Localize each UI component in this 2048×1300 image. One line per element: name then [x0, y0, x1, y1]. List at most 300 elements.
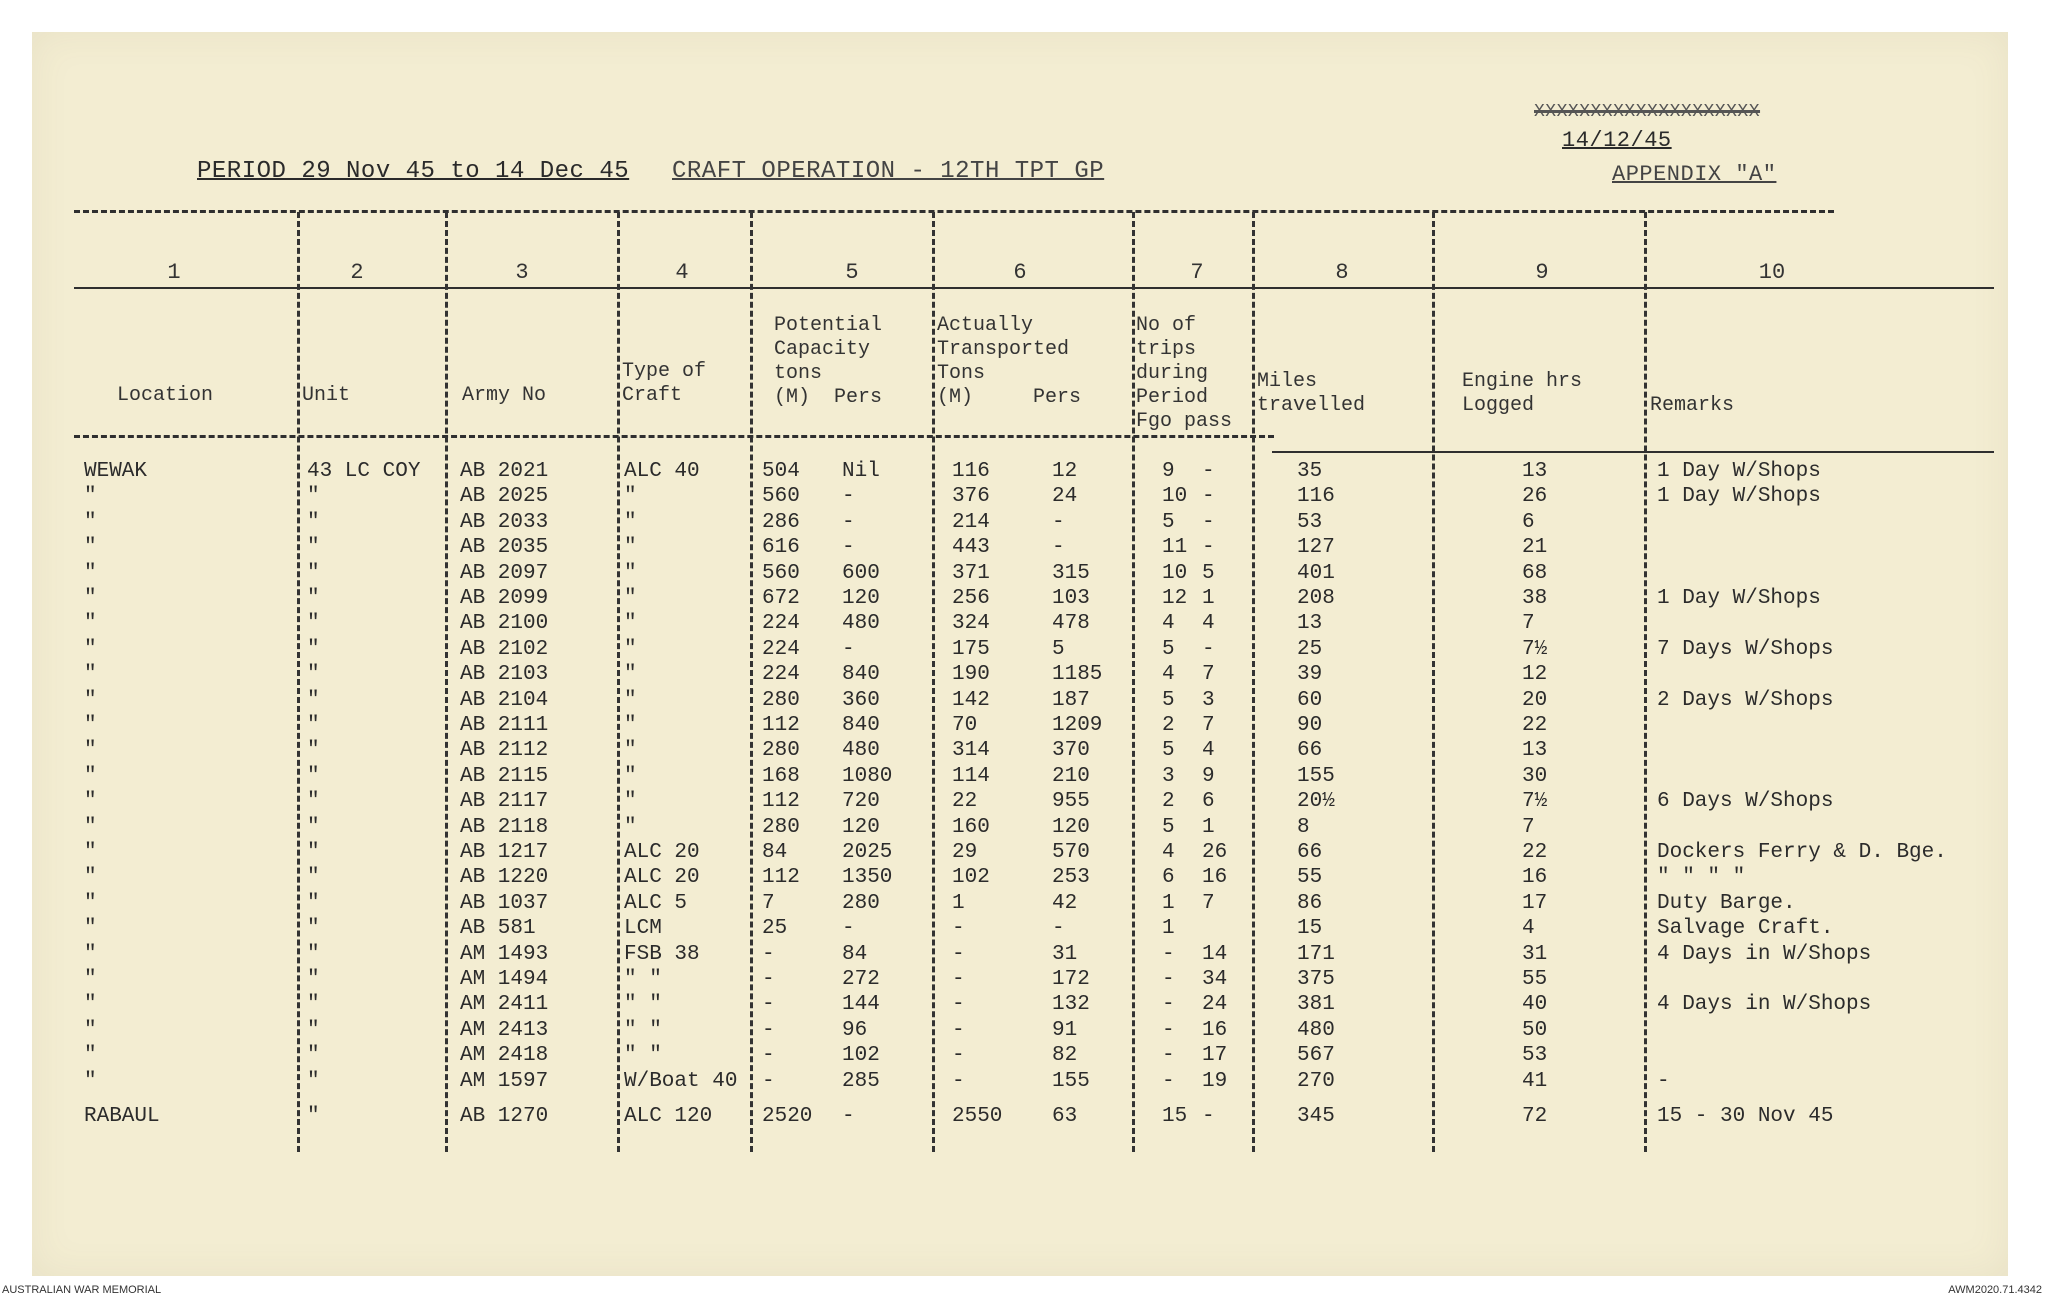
table-row	[32, 511, 2008, 537]
cell-capacity-tons: 112	[762, 714, 800, 737]
cell-remarks: 7 Days W/Shops	[1657, 637, 1834, 661]
cell-transported-tons: 256	[952, 587, 990, 610]
cell-unit: "	[307, 790, 320, 814]
cell-trips-pass: -	[1202, 485, 1215, 509]
table-row	[32, 917, 2008, 943]
cell-trips-fgo: 2	[1162, 714, 1175, 737]
cell-miles: 53	[1297, 510, 1323, 534]
cell-transported-pers: 370	[1052, 739, 1090, 763]
table-row	[32, 816, 2008, 842]
cell-transported-pers: 82	[1052, 1044, 1078, 1068]
cell-engine-hrs: 41	[1522, 1069, 1548, 1093]
cell-army-no: AM 1597	[460, 1069, 549, 1093]
table-row	[32, 1019, 2008, 1045]
table-row	[32, 612, 2008, 638]
cell-trips-fgo: 10	[1162, 561, 1188, 585]
document-page	[32, 32, 2008, 1276]
table-row	[32, 460, 2008, 486]
table-row	[32, 765, 2008, 791]
column-number-6: 6	[1013, 260, 1027, 285]
cell-army-no: AB 2100	[460, 612, 549, 636]
cell-craft-type: "	[624, 612, 637, 636]
rule-numbers	[74, 287, 1994, 289]
cell-trips-fgo: 9	[1162, 460, 1175, 483]
cell-transported-pers: -	[1052, 510, 1065, 534]
cell-craft-type: "	[624, 764, 637, 788]
cell-unit: "	[307, 917, 320, 941]
cell-trips-pass: 34	[1202, 968, 1228, 991]
cell-engine-hrs: 68	[1522, 561, 1548, 585]
cell-army-no: AB 1037	[460, 891, 549, 915]
cell-trips-pass: 1	[1202, 815, 1215, 839]
cell-transported-pers: 5	[1052, 637, 1065, 661]
cell-transported-tons: 443	[952, 536, 990, 560]
cell-capacity-tons: -	[762, 1018, 775, 1042]
cell-location: "	[84, 587, 97, 610]
cell-engine-hrs: 31	[1522, 942, 1548, 966]
cell-miles: 66	[1297, 739, 1323, 763]
cell-unit: "	[307, 510, 320, 534]
cell-miles: 375	[1297, 968, 1335, 991]
header-army-no: Army No	[462, 384, 547, 407]
cell-army-no: AB 2117	[460, 790, 549, 814]
cell-army-no: AM 2411	[460, 993, 549, 1017]
cell-army-no: AB 1220	[460, 866, 549, 890]
table-row	[32, 1070, 2008, 1096]
cell-transported-pers: 91	[1052, 1018, 1078, 1042]
cell-engine-hrs: 72	[1522, 1105, 1548, 1128]
cell-capacity-pers: 480	[842, 739, 880, 763]
cell-trips-fgo: 4	[1162, 841, 1175, 864]
cell-transported-pers: 103	[1052, 587, 1090, 610]
cell-location: "	[84, 815, 97, 839]
cell-trips-fgo: 3	[1162, 764, 1175, 788]
cell-craft-type: ALC 20	[624, 841, 700, 864]
cell-trips-fgo: -	[1162, 942, 1175, 966]
appendix-label: APPENDIX "A"	[1612, 162, 1777, 187]
cell-transported-tons: 175	[952, 637, 990, 661]
table-row	[32, 739, 2008, 765]
cell-transported-pers: 1209	[1052, 714, 1103, 737]
cell-capacity-pers: 120	[842, 815, 880, 839]
cell-trips-fgo: 5	[1162, 815, 1175, 839]
cell-remarks: -	[1657, 1069, 1670, 1093]
table-row	[32, 943, 2008, 969]
cell-engine-hrs: 40	[1522, 993, 1548, 1017]
cell-location: "	[84, 764, 97, 788]
cell-transported-pers: 31	[1052, 942, 1078, 966]
cell-transported-tons: 116	[952, 460, 990, 483]
cell-capacity-pers: 102	[842, 1044, 880, 1068]
document-date: 14/12/45	[1562, 128, 1672, 153]
cell-engine-hrs: 17	[1522, 891, 1548, 915]
cell-miles: 381	[1297, 993, 1335, 1017]
header-miles-travelled: Miles travelled	[1257, 370, 1366, 417]
cell-transported-tons: -	[952, 968, 965, 991]
cell-location: "	[84, 663, 97, 687]
cell-transported-tons: -	[952, 942, 965, 966]
cell-engine-hrs: 53	[1522, 1044, 1548, 1068]
cell-capacity-tons: -	[762, 993, 775, 1017]
cell-remarks: 1 Day W/Shops	[1657, 485, 1821, 509]
cell-craft-type: ALC 5	[624, 891, 688, 915]
cell-transported-pers: 42	[1052, 891, 1078, 915]
cell-unit: "	[307, 485, 320, 509]
cell-army-no: AB 2118	[460, 815, 549, 839]
cell-transported-tons: 70	[952, 714, 978, 737]
cell-trips-fgo: -	[1162, 1069, 1175, 1093]
cell-capacity-pers: 1350	[842, 866, 893, 890]
cell-unit: "	[307, 536, 320, 560]
cell-army-no: AB 2025	[460, 485, 549, 509]
cell-engine-hrs: 7½	[1522, 637, 1548, 661]
cell-transported-tons: 324	[952, 612, 990, 636]
header-potential-capacity: Potential Capacity tons (M) Pers	[774, 314, 883, 409]
cell-craft-type: "	[624, 663, 637, 687]
cell-location: "	[84, 790, 97, 814]
cell-army-no: AB 2102	[460, 637, 549, 661]
table-row	[32, 993, 2008, 1019]
cell-army-no: AB 2099	[460, 587, 549, 610]
cell-capacity-tons: 280	[762, 815, 800, 839]
cell-capacity-tons: 168	[762, 764, 800, 788]
cell-trips-fgo: 6	[1162, 866, 1175, 890]
cell-miles: 39	[1297, 663, 1323, 687]
cell-capacity-tons: -	[762, 968, 775, 991]
column-number-5: 5	[845, 260, 859, 285]
cell-remarks: 6 Days W/Shops	[1657, 790, 1834, 814]
cell-miles: 8	[1297, 815, 1310, 839]
cell-craft-type: "	[624, 688, 637, 712]
cell-transported-pers: 187	[1052, 688, 1090, 712]
column-number-9: 9	[1535, 260, 1549, 285]
cell-transported-tons: -	[952, 993, 965, 1017]
cell-capacity-pers: 2025	[842, 841, 893, 864]
cell-craft-type: "	[624, 587, 637, 610]
cell-location: "	[84, 1018, 97, 1042]
cell-transported-tons: 22	[952, 790, 978, 814]
cell-transported-pers: 132	[1052, 993, 1090, 1017]
cell-unit: "	[307, 587, 320, 610]
cell-location: "	[84, 561, 97, 585]
table-row	[32, 638, 2008, 664]
cell-location: "	[84, 688, 97, 712]
cell-trips-pass: -	[1202, 1105, 1215, 1128]
cell-miles: 116	[1297, 485, 1335, 509]
cell-craft-type: LCM	[624, 917, 662, 941]
cell-location: "	[84, 612, 97, 636]
cell-capacity-tons: 280	[762, 688, 800, 712]
cell-trips-fgo: 5	[1162, 739, 1175, 763]
cell-location: "	[84, 485, 97, 509]
cell-unit: "	[307, 663, 320, 687]
cell-miles: 55	[1297, 866, 1323, 890]
cell-capacity-pers: -	[842, 510, 855, 534]
cell-location: "	[84, 841, 97, 864]
table-row	[32, 866, 2008, 892]
cell-remarks: Duty Barge.	[1657, 891, 1796, 915]
cell-unit: "	[307, 612, 320, 636]
cell-craft-type: " "	[624, 993, 662, 1017]
cell-engine-hrs: 7½	[1522, 790, 1548, 814]
cell-transported-tons: 2550	[952, 1105, 1003, 1128]
cell-location: "	[84, 714, 97, 737]
cell-unit: "	[307, 739, 320, 763]
table-row	[32, 1105, 2008, 1131]
header-type-of-craft: Type of Craft	[622, 360, 707, 407]
cell-trips-pass: 24	[1202, 993, 1228, 1017]
cell-trips-fgo: -	[1162, 1044, 1175, 1068]
cell-unit: "	[307, 764, 320, 788]
cell-trips-fgo: -	[1162, 968, 1175, 991]
cell-unit: "	[307, 968, 320, 991]
cell-craft-type: "	[624, 536, 637, 560]
cell-trips-pass: 14	[1202, 942, 1228, 966]
cell-capacity-pers: 360	[842, 688, 880, 712]
table-row	[32, 1044, 2008, 1070]
header-actually-transported: Actually Transported Tons (M) Pers	[937, 314, 1082, 409]
cell-location: "	[84, 1044, 97, 1068]
cell-trips-fgo: 4	[1162, 612, 1175, 636]
cell-transported-tons: 114	[952, 764, 990, 788]
cell-trips-pass: 1	[1202, 587, 1215, 610]
header-remarks: Remarks	[1650, 394, 1735, 417]
cell-trips-pass: 17	[1202, 1044, 1228, 1068]
cell-engine-hrs: 30	[1522, 764, 1548, 788]
cell-army-no: AM 1494	[460, 968, 549, 991]
cell-craft-type: "	[624, 714, 637, 737]
cell-trips-pass: 19	[1202, 1069, 1228, 1093]
cell-engine-hrs: 6	[1522, 510, 1535, 534]
cell-transported-tons: -	[952, 917, 965, 941]
cell-capacity-pers: 272	[842, 968, 880, 991]
cell-engine-hrs: 38	[1522, 587, 1548, 610]
cell-engine-hrs: 7	[1522, 815, 1535, 839]
cell-army-no: AM 2413	[460, 1018, 549, 1042]
cell-capacity-pers: 120	[842, 587, 880, 610]
cell-miles: 60	[1297, 688, 1323, 712]
cell-capacity-tons: 672	[762, 587, 800, 610]
cell-unit: "	[307, 1069, 320, 1093]
table-row	[32, 892, 2008, 918]
cell-capacity-tons: 112	[762, 866, 800, 890]
cell-capacity-tons: -	[762, 1044, 775, 1068]
column-number-1: 1	[167, 260, 181, 285]
table-row	[32, 790, 2008, 816]
cell-miles: 480	[1297, 1018, 1335, 1042]
cell-craft-type: "	[624, 637, 637, 661]
cell-engine-hrs: 26	[1522, 485, 1548, 509]
cell-trips-pass: -	[1202, 637, 1215, 661]
cell-capacity-pers: 840	[842, 663, 880, 687]
cell-engine-hrs: 22	[1522, 841, 1548, 864]
cell-remarks: 1 Day W/Shops	[1657, 460, 1821, 483]
table-row	[32, 485, 2008, 511]
cell-miles: 155	[1297, 764, 1335, 788]
cell-location: "	[84, 637, 97, 661]
cell-craft-type: " "	[624, 1018, 662, 1042]
cell-engine-hrs: 16	[1522, 866, 1548, 890]
cell-location: "	[84, 536, 97, 560]
cell-capacity-tons: 112	[762, 790, 800, 814]
cell-capacity-pers: 480	[842, 612, 880, 636]
cell-trips-fgo: 11	[1162, 536, 1188, 560]
cell-trips-fgo: 5	[1162, 510, 1175, 534]
cell-engine-hrs: 13	[1522, 460, 1548, 483]
table-row	[32, 587, 2008, 613]
cell-trips-fgo: 10	[1162, 485, 1188, 509]
footer-credit: AUSTRALIAN WAR MEMORIAL	[2, 1284, 162, 1296]
cell-trips-fgo: 1	[1162, 891, 1175, 915]
cell-trips-pass: 7	[1202, 663, 1215, 687]
cell-location: "	[84, 968, 97, 991]
cell-craft-type: ALC 20	[624, 866, 700, 890]
cell-capacity-pers: 840	[842, 714, 880, 737]
cell-unit: "	[307, 1105, 320, 1128]
cell-craft-type: W/Boat 40	[624, 1069, 738, 1093]
cell-craft-type: "	[624, 561, 637, 585]
header-no-of-trips: No of trips during Period Fgo pass	[1136, 314, 1233, 433]
cell-transported-pers: 63	[1052, 1105, 1078, 1128]
cell-army-no: AB 581	[460, 917, 536, 941]
cell-engine-hrs: 12	[1522, 663, 1548, 687]
cell-unit: 43 LC COY	[307, 460, 421, 483]
cell-transported-pers: 315	[1052, 561, 1090, 585]
cell-trips-pass: -	[1202, 510, 1215, 534]
cell-trips-fgo: 4	[1162, 663, 1175, 687]
cell-trips-pass: 3	[1202, 688, 1215, 712]
cell-location: "	[84, 866, 97, 890]
cell-trips-pass: 6	[1202, 790, 1215, 814]
cell-transported-tons: 102	[952, 866, 990, 890]
column-number-4: 4	[675, 260, 689, 285]
cell-army-no: AB 2111	[460, 714, 549, 737]
cell-transported-tons: 142	[952, 688, 990, 712]
cell-capacity-tons: -	[762, 942, 775, 966]
cell-engine-hrs: 22	[1522, 714, 1548, 737]
cell-transported-pers: 120	[1052, 815, 1090, 839]
cell-capacity-pers: 1080	[842, 764, 893, 788]
cell-unit: "	[307, 688, 320, 712]
cell-transported-tons: 160	[952, 815, 990, 839]
cell-trips-pass: 16	[1202, 1018, 1228, 1042]
column-number-8: 8	[1335, 260, 1349, 285]
cell-location: WEWAK	[84, 460, 148, 483]
cell-unit: "	[307, 866, 320, 890]
table-row	[32, 689, 2008, 715]
cell-craft-type: "	[624, 739, 637, 763]
cell-miles: 567	[1297, 1044, 1335, 1068]
cell-remarks: 4 Days in W/Shops	[1657, 942, 1872, 966]
cell-trips-pass: 5	[1202, 561, 1215, 585]
cell-craft-type: "	[624, 815, 637, 839]
cell-transported-pers: 955	[1052, 790, 1090, 814]
cell-capacity-tons: 224	[762, 637, 800, 661]
column-number-10: 10	[1758, 260, 1786, 285]
cell-transported-tons: 214	[952, 510, 990, 534]
cell-capacity-tons: 224	[762, 612, 800, 636]
cell-capacity-tons: 224	[762, 663, 800, 687]
cell-craft-type: ALC 120	[624, 1105, 713, 1128]
cell-trips-pass: 4	[1202, 612, 1215, 636]
cell-miles: 270	[1297, 1069, 1335, 1093]
cell-army-no: AB 2115	[460, 764, 549, 788]
cell-location: "	[84, 917, 97, 941]
cell-trips-fgo: -	[1162, 1018, 1175, 1042]
cell-trips-pass: 9	[1202, 764, 1215, 788]
cell-capacity-tons: 616	[762, 536, 800, 560]
cell-capacity-pers: -	[842, 536, 855, 560]
cell-transported-pers: 24	[1052, 485, 1078, 509]
cell-transported-tons: 376	[952, 485, 990, 509]
cell-location: RABAUL	[84, 1105, 160, 1128]
cell-army-no: AB 2035	[460, 536, 549, 560]
cell-capacity-pers: 96	[842, 1018, 868, 1042]
table-row	[32, 536, 2008, 562]
cell-transported-tons: 29	[952, 841, 978, 864]
cell-miles: 401	[1297, 561, 1335, 585]
cell-transported-pers: 172	[1052, 968, 1090, 991]
cell-miles: 90	[1297, 714, 1323, 737]
cell-location: "	[84, 993, 97, 1017]
cell-engine-hrs: 20	[1522, 688, 1548, 712]
cell-location: "	[84, 942, 97, 966]
cell-trips-pass: 16	[1202, 866, 1228, 890]
struck-reference: XXXXXXXXXXXXXXXXXXXX	[1534, 102, 1761, 122]
cell-capacity-tons: 7	[762, 891, 775, 915]
cell-transported-pers: -	[1052, 917, 1065, 941]
cell-remarks: 15 - 30 Nov 45	[1657, 1105, 1834, 1128]
cell-miles: 25	[1297, 637, 1323, 661]
cell-army-no: AB 1217	[460, 841, 549, 864]
cell-transported-tons: 314	[952, 739, 990, 763]
cell-location: "	[84, 1069, 97, 1093]
cell-unit: "	[307, 815, 320, 839]
cell-transported-pers: 253	[1052, 866, 1090, 890]
rule-top	[74, 210, 1834, 213]
cell-miles: 66	[1297, 841, 1323, 864]
column-number-3: 3	[515, 260, 529, 285]
cell-capacity-pers: -	[842, 485, 855, 509]
cell-army-no: AB 1270	[460, 1105, 549, 1128]
cell-engine-hrs: 13	[1522, 739, 1548, 763]
cell-capacity-pers: 720	[842, 790, 880, 814]
cell-unit: "	[307, 561, 320, 585]
cell-unit: "	[307, 841, 320, 864]
cell-army-no: AB 2103	[460, 663, 549, 687]
cell-unit: "	[307, 942, 320, 966]
cell-miles: 20½	[1297, 790, 1335, 814]
cell-army-no: AB 2021	[460, 460, 549, 483]
rule-header	[74, 435, 1274, 438]
cell-miles: 86	[1297, 891, 1323, 915]
cell-transported-pers: 155	[1052, 1069, 1090, 1093]
cell-capacity-pers: 285	[842, 1069, 880, 1093]
column-number-7: 7	[1190, 260, 1204, 285]
cell-remarks: 4 Days in W/Shops	[1657, 993, 1872, 1017]
cell-trips-pass: 7	[1202, 891, 1215, 915]
footer-accession-number: AWM2020.71.4342	[1948, 1284, 2042, 1296]
cell-transported-pers: 210	[1052, 764, 1090, 788]
cell-engine-hrs: 7	[1522, 612, 1535, 636]
cell-trips-fgo: -	[1162, 993, 1175, 1017]
cell-trips-fgo: 15	[1162, 1105, 1188, 1128]
cell-remarks: 1 Day W/Shops	[1657, 587, 1821, 610]
cell-engine-hrs: 21	[1522, 536, 1548, 560]
column-number-2: 2	[350, 260, 364, 285]
cell-craft-type: ALC 40	[624, 460, 700, 483]
cell-army-no: AM 1493	[460, 942, 549, 966]
